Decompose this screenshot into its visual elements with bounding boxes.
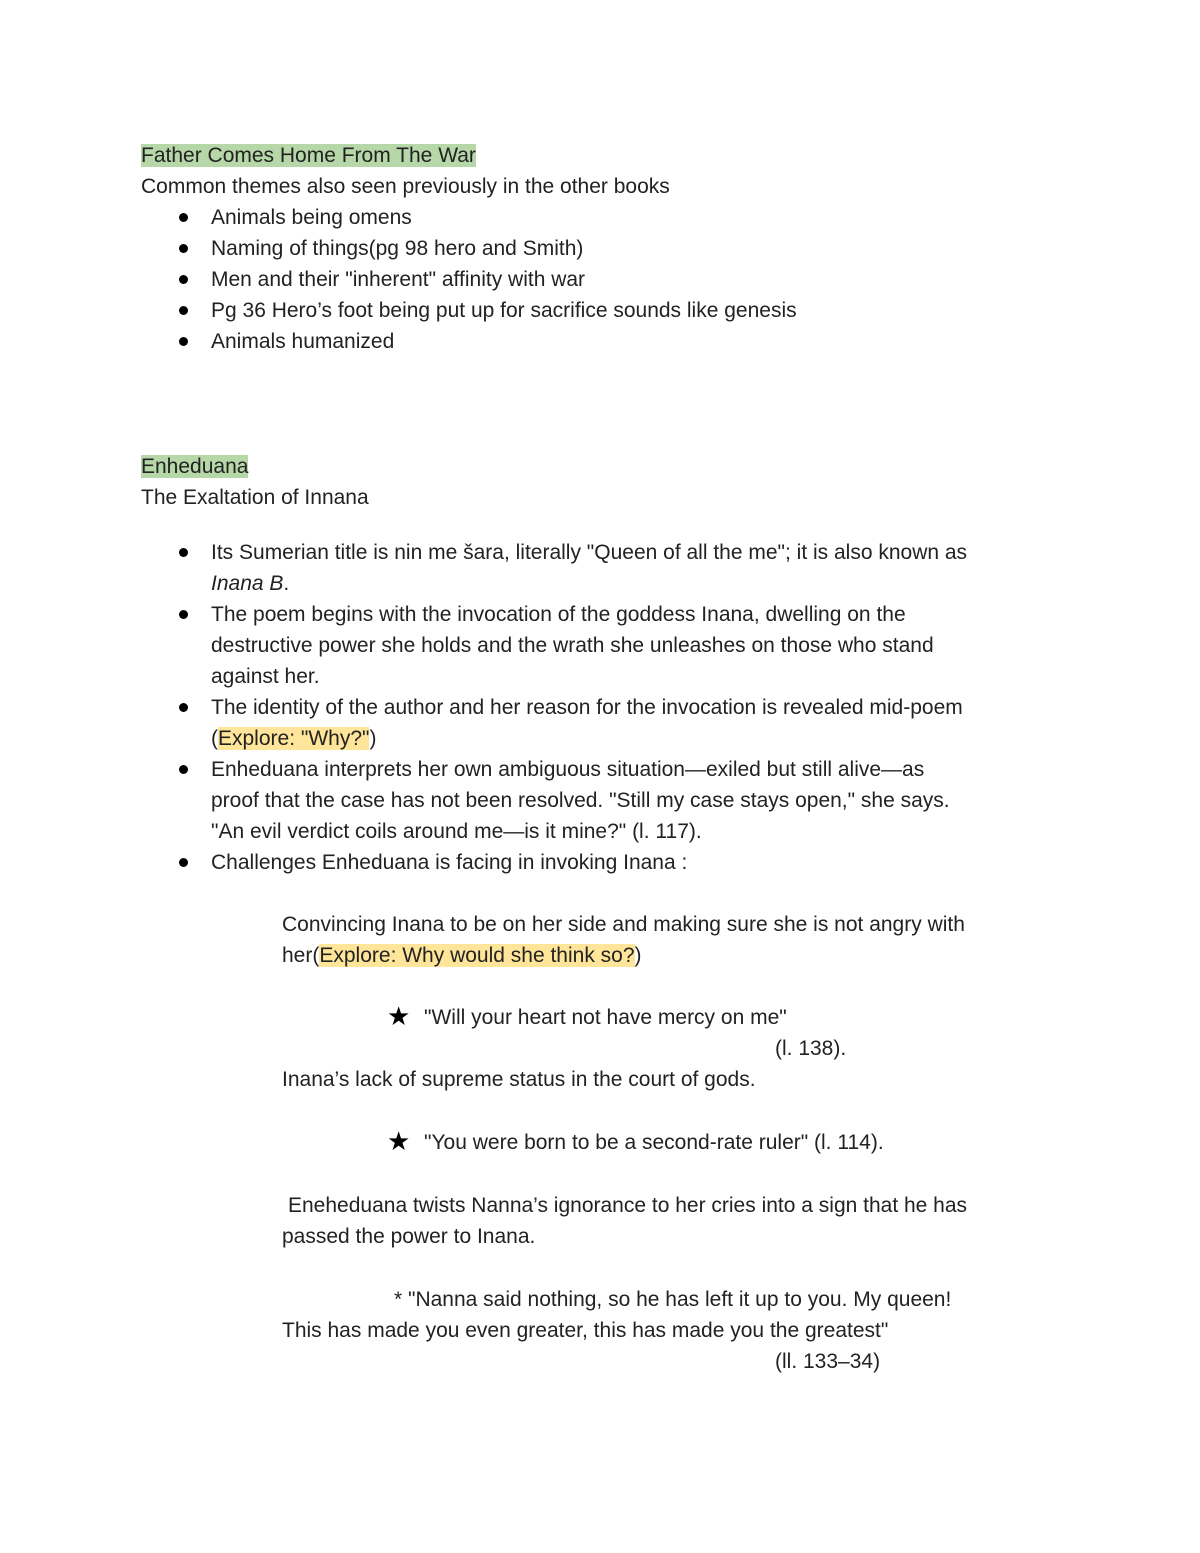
explore-note: Explore: Why would she think so? bbox=[319, 944, 635, 967]
quote-mercy: "Will your heart not have mercy on me" bbox=[424, 1006, 787, 1029]
quote-nanna: * "Nanna said nothing, so he has left it up to you. My queen! bbox=[394, 1288, 952, 1311]
bullet-dot bbox=[179, 337, 188, 346]
quote-mercy-citation: (l. 138). bbox=[775, 1037, 847, 1060]
challenge-nanna-cont: passed the power to Inana. bbox=[282, 1225, 536, 1248]
list-item: Men and their "inherent" affinity with war bbox=[211, 268, 586, 291]
explore-note: Explore: "Why?" bbox=[218, 727, 370, 750]
section-title-text: Father Comes Home From The War bbox=[141, 144, 476, 167]
list-item-invocation-cont: destructive power she holds and the wrath she unleashes on those who stand bbox=[211, 634, 934, 657]
list-item: Animals humanized bbox=[211, 330, 395, 353]
challenge-nanna: Eneheduana twists Nanna’s ignorance to her cries into a sign that he has bbox=[288, 1194, 968, 1217]
challenge-convincing: Convincing Inana to be on her side and making sure she is not angry with bbox=[282, 913, 965, 936]
bullet-dot bbox=[179, 858, 188, 867]
bullet-dot bbox=[179, 275, 188, 284]
paren: ( bbox=[211, 727, 218, 750]
list-item: Naming of things(pg 98 hero and Smith) bbox=[211, 237, 584, 260]
list-item-sumerian-title: Its Sumerian title is nin me šara, literally "Queen of all the me"; it is also known as bbox=[211, 541, 968, 564]
quote-nanna-cont: This has made you even greater, this has made you the greatest" bbox=[282, 1319, 889, 1342]
list-item-identity-cont bbox=[211, 723, 376, 754]
bullet-dot bbox=[179, 610, 188, 619]
paren: ) bbox=[634, 944, 642, 967]
bullet-dot bbox=[179, 244, 188, 253]
quote-nanna-citation: (ll. 133–34) bbox=[775, 1350, 881, 1373]
section-subtitle-common-themes: Common themes also seen previously in the other books bbox=[141, 175, 670, 198]
star-icon: ★ bbox=[387, 1127, 411, 1157]
bullet-dot bbox=[179, 765, 188, 774]
challenge-status: Inana’s lack of supreme status in the court of gods. bbox=[282, 1068, 756, 1091]
bullet-dot bbox=[179, 703, 188, 712]
list-item-sumerian-title-cont bbox=[211, 568, 289, 599]
bullet-dot bbox=[179, 548, 188, 557]
list-item: Animals being omens bbox=[211, 206, 412, 229]
paren: ) bbox=[369, 727, 377, 750]
star-icon: ★ bbox=[387, 1002, 411, 1032]
italic-title: Inana B bbox=[211, 572, 284, 595]
list-item-ambiguous: Enheduana interprets her own ambiguous situation—exiled but still alive—as bbox=[211, 758, 925, 781]
bullet-dot bbox=[179, 213, 188, 222]
list-item-identity: The identity of the author and her reason for the invocation is revealed mid-poem bbox=[211, 696, 963, 719]
list-item-ambiguous-cont: "An evil verdict coils around me—is it mine?" (l. 117). bbox=[211, 820, 702, 843]
section-subtitle-exaltation: The Exaltation of Innana bbox=[141, 486, 369, 509]
list-item-invocation-cont: against her. bbox=[211, 665, 320, 688]
punctuation: . bbox=[283, 572, 290, 595]
text: her( bbox=[282, 944, 320, 967]
section-title-text: Enheduana bbox=[141, 455, 249, 478]
list-item: Pg 36 Hero’s foot being put up for sacrifice sounds like genesis bbox=[211, 299, 797, 322]
list-item-challenges: Challenges Enheduana is facing in invoking Inana : bbox=[211, 851, 688, 874]
challenge-convincing-cont bbox=[282, 940, 642, 971]
quote-second-rate: "You were born to be a second-rate ruler" (l. 114). bbox=[424, 1131, 884, 1154]
list-item-invocation: The poem begins with the invocation of the goddess Inana, dwelling on the bbox=[211, 603, 906, 626]
bullet-dot bbox=[179, 306, 188, 315]
section-title-enheduana bbox=[141, 451, 248, 482]
section-title-father-comes-home bbox=[141, 140, 476, 171]
list-item-ambiguous-cont: proof that the case has not been resolved. "Still my case stays open," she says. bbox=[211, 789, 950, 812]
